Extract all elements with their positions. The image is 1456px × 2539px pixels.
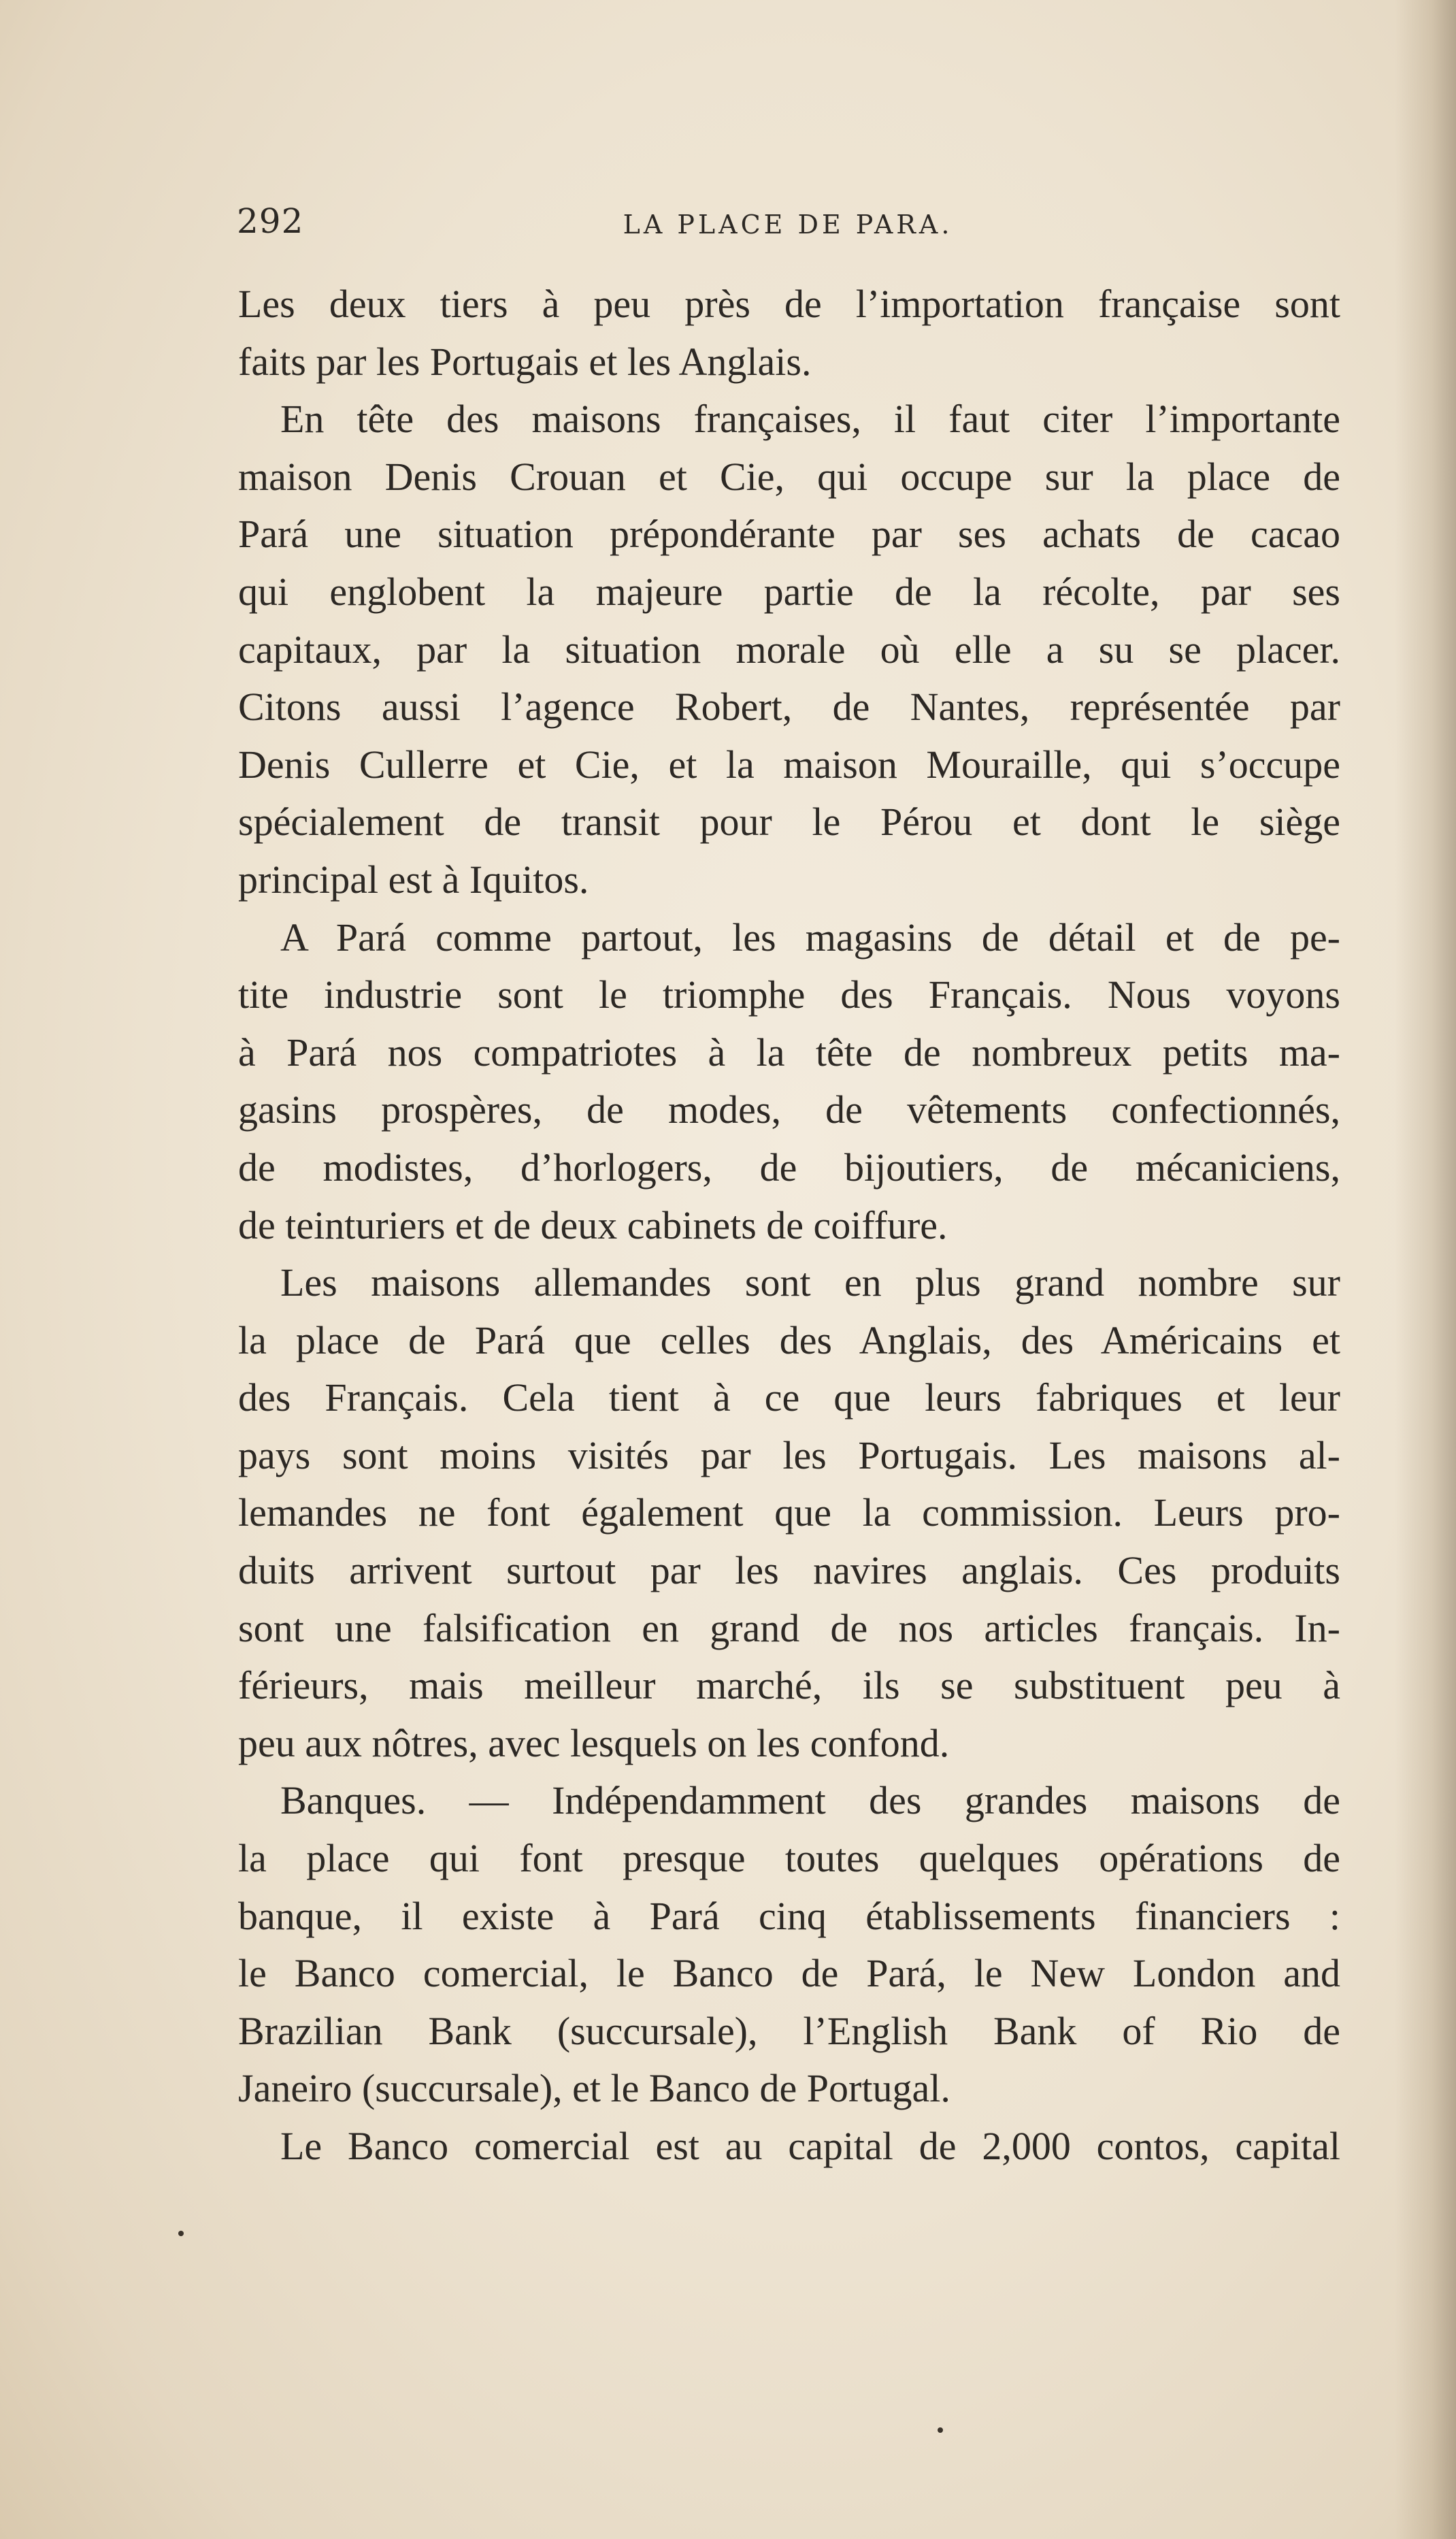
text-line: pays sont moins visités par les Portugais. Les maisons al-: [238, 1432, 1340, 1477]
text-line: le Banco comercial, le Banco de Pará, le New London and: [238, 1951, 1340, 1996]
text-line: lemandes ne font également que la commission. Leurs pro-: [238, 1490, 1340, 1535]
text-line: gasins prospères, de modes, de vêtements confectionnés,: [238, 1087, 1340, 1132]
text-line: de modistes, d’horlogers, de bijoutiers, de mécaniciens,: [238, 1145, 1340, 1190]
body-text: [238, 276, 1340, 2176]
text-line: Brazilian Bank (succursale), l’English Bank of Rio de: [238, 2008, 1340, 2053]
text-line: spécialement de transit pour le Pérou et dont le siège: [238, 800, 1340, 845]
print-speck: [178, 2231, 184, 2236]
text-line: la place qui font presque toutes quelques opérations de: [238, 1836, 1340, 1881]
page-edge-shadow: [1395, 0, 1456, 2539]
text-line: Pará une situation prépondérante par ses achats de cacao: [238, 512, 1340, 557]
text-line: En tête des maisons françaises, il faut citer l’importante: [280, 397, 1340, 442]
text-line: banque, il existe à Pará cinq établissements financiers :: [238, 1893, 1340, 1938]
text-line: Les maisons allemandes sont en plus grand nombre sur: [280, 1260, 1340, 1305]
text-line: sont une falsification en grand de nos articles français. In-: [238, 1605, 1340, 1650]
text-line: principal est à Iquitos.: [238, 857, 589, 902]
text-line: la place de Pará que celles des Anglais, des Américains et: [238, 1317, 1340, 1362]
text-line: Janeiro (succursale), et le Banco de Portugal.: [238, 2066, 950, 2111]
page-number: 292: [237, 201, 304, 241]
text-line: à Pará nos compatriotes à la tête de nombreux petits ma-: [238, 1030, 1340, 1075]
text-line: peu aux nôtres, avec lesquels on les confond.: [238, 1720, 950, 1765]
text-line: maison Denis Crouan et Cie, qui occupe sur la place de: [238, 454, 1340, 499]
text-line: Denis Cullerre et Cie, et la maison Mouraille, qui s’occupe: [238, 742, 1340, 787]
text-line: Le Banco comercial est au capital de 2,000 contos, capital: [280, 2124, 1340, 2168]
text-line: férieurs, mais meilleur marché, ils se substituent peu à: [238, 1663, 1340, 1708]
text-line: de teinturiers et de deux cabinets de coiffure.: [238, 1202, 948, 1247]
text-line: Les deux tiers à peu près de l’importation française sont: [238, 282, 1340, 326]
text-line: A Pará comme partout, les magasins de détail et de pe-: [280, 915, 1340, 960]
text-line: Banques. — Indépendamment des grandes maisons de: [280, 1778, 1340, 1823]
print-speck: [938, 2427, 943, 2433]
text-line: capitaux, par la situation morale où elle a su se placer.: [238, 627, 1340, 672]
text-line: des Français. Cela tient à ce que leurs fabriques et leur: [238, 1375, 1340, 1420]
text-line: qui englobent la majeure partie de la récolte, par ses: [238, 569, 1340, 614]
text-line: faits par les Portugais et les Anglais.: [238, 339, 812, 384]
text-line: tite industrie sont le triomphe des Français. Nous voyons: [238, 972, 1340, 1017]
text-line: Citons aussi l’agence Robert, de Nantes, représentée par: [238, 685, 1340, 730]
running-title: LA PLACE DE PARA.: [623, 210, 953, 240]
text-line: duits arrivent surtout par les navires anglais. Ces produits: [238, 1548, 1340, 1593]
running-head: [237, 201, 1339, 256]
